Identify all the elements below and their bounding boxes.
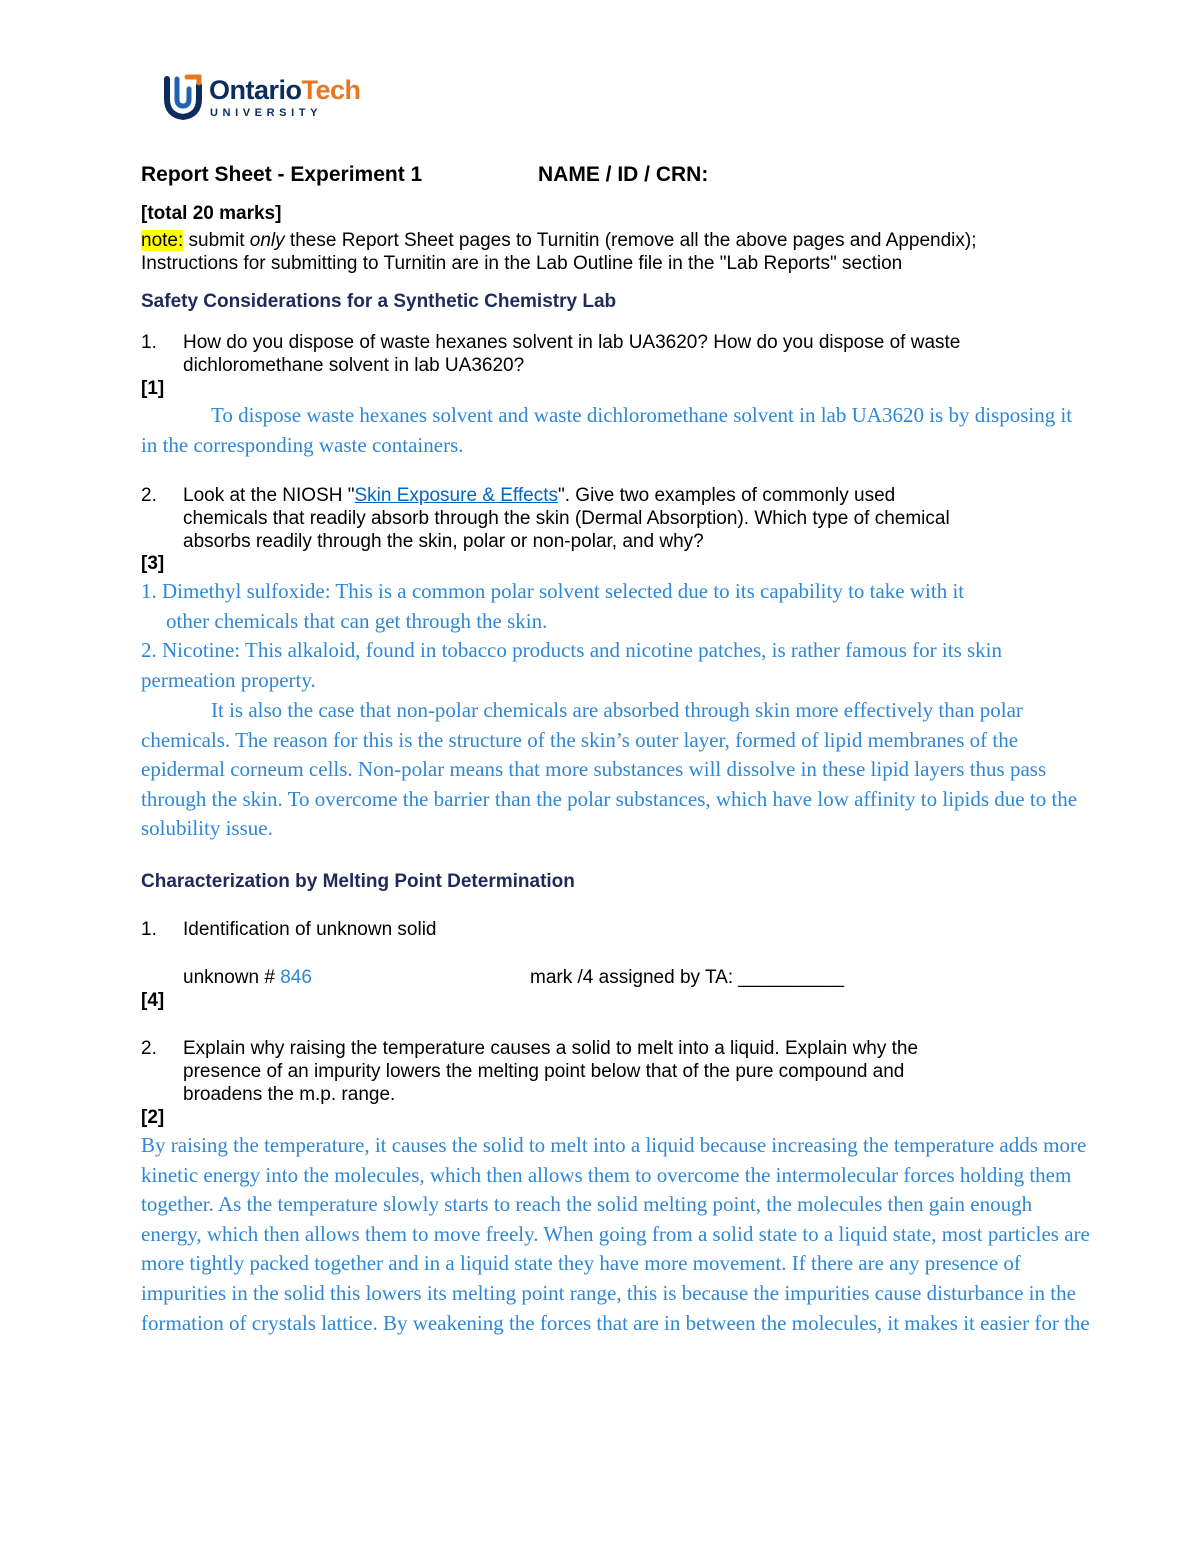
question-text: chemicals that readily absorb through the skin (Dermal Absorption). Which type of chemical [183, 508, 950, 529]
submission-note: note: submit only these Report Sheet pages to Turnitin (remove all the above pages and Appendix); [141, 230, 977, 251]
ta-mark-label: mark /4 assigned by TA: __________ [530, 967, 845, 988]
answer-text: To dispose waste hexanes solvent and waste dichloromethane solvent in lab UA3620 is by disposing it in the corresponding waste containers. [141, 403, 1073, 457]
question-number: 2. [141, 485, 157, 506]
question-text: dichloromethane solvent in lab UA3620? [183, 355, 525, 376]
report-title: Report Sheet - Experiment 1 [141, 163, 423, 186]
answer-text: 1. Dimethyl sulfoxide: This is a common polar solvent selected due to its capability to take with it [141, 579, 965, 603]
note-label: note: [141, 230, 184, 251]
total-marks: [total 20 marks] [141, 203, 282, 224]
question-number: 1. [141, 919, 157, 940]
question-number: 2. [141, 1038, 157, 1059]
answer-text: By raising the temperature, it causes the solid to melt into a liquid because increasing the temperature adds more kinetic energy into the molecules, which then allows them to overcome the intermolecular forces holding them together. As the temperature slowly starts to reach the solid melting point, the molecules then gain enough energy, which then allows them to move freely. When going from a solid state to a liquid state, most particles are more tightly packed together and in a liquid state they have more movement. If there are any presence of impurities in the solid this lowers its melting point range, this is because the impurities cause disturbance in the formation of crystals lattice. By weakening the forces that are in between the molecules, it makes it easier for the [141, 1133, 1090, 1335]
logo-wordmark: OntarioTech [209, 75, 361, 105]
answer-text: It is also the case that non-polar chemicals are absorbed through skin more effectively than polar chemicals. The reason for this is the structure of the skin’s outer layer, formed of lipid membranes of the epidermal corneum cells. Non-polar means that more substances will dissolve in these lipid layers thus pass through the skin. To overcome the barrier than the polar substances, which have low affinity to lipids due to the solubility issue. [141, 698, 1078, 841]
question-text: Look at the NIOSH "Skin Exposure & Effects". Give two examples of commonly used [183, 485, 896, 506]
question-text: Identification of unknown solid [183, 919, 437, 940]
question-text: absorbs readily through the skin, polar or non-polar, and why? [183, 531, 704, 552]
unknown-number: unknown # 846 [183, 967, 312, 988]
question-marks: [2] [141, 1107, 165, 1128]
question-text: Explain why raising the temperature causes a solid to melt into a liquid. Explain why the [183, 1038, 919, 1059]
question-text: presence of an impurity lowers the melting point below that of the pure compound and [183, 1061, 905, 1082]
ontario-tech-logo [163, 71, 378, 123]
name-id-crn-label: NAME / ID / CRN: [538, 163, 709, 186]
turnitin-instructions: Instructions for submitting to Turnitin are in the Lab Outline file in the "Lab Reports" section [141, 253, 903, 274]
question-text: broadens the m.p. range. [183, 1084, 396, 1105]
answer-text: 2. Nicotine: This alkaloid, found in tobacco products and nicotine patches, is rather famous for its skin permeation property. [141, 638, 1002, 692]
question-marks: [4] [141, 990, 165, 1011]
section-heading-safety: Safety Considerations for a Synthetic Chemistry Lab [141, 291, 617, 312]
logo-subtitle: UNIVERSITY [210, 107, 323, 119]
question-number: 1. [141, 332, 157, 353]
unknown-value: 846 [280, 967, 312, 988]
university-shield-icon [163, 73, 203, 121]
section-heading-melting-point: Characterization by Melting Point Determination [141, 871, 575, 892]
skin-exposure-link[interactable]: Skin Exposure & Effects [354, 485, 558, 506]
question-text: How do you dispose of waste hexanes solvent in lab UA3620? How do you dispose of waste [183, 332, 961, 353]
answer-text: other chemicals that can get through the skin. [166, 609, 548, 633]
question-marks: [3] [141, 553, 165, 574]
question-marks: [1] [141, 378, 165, 399]
